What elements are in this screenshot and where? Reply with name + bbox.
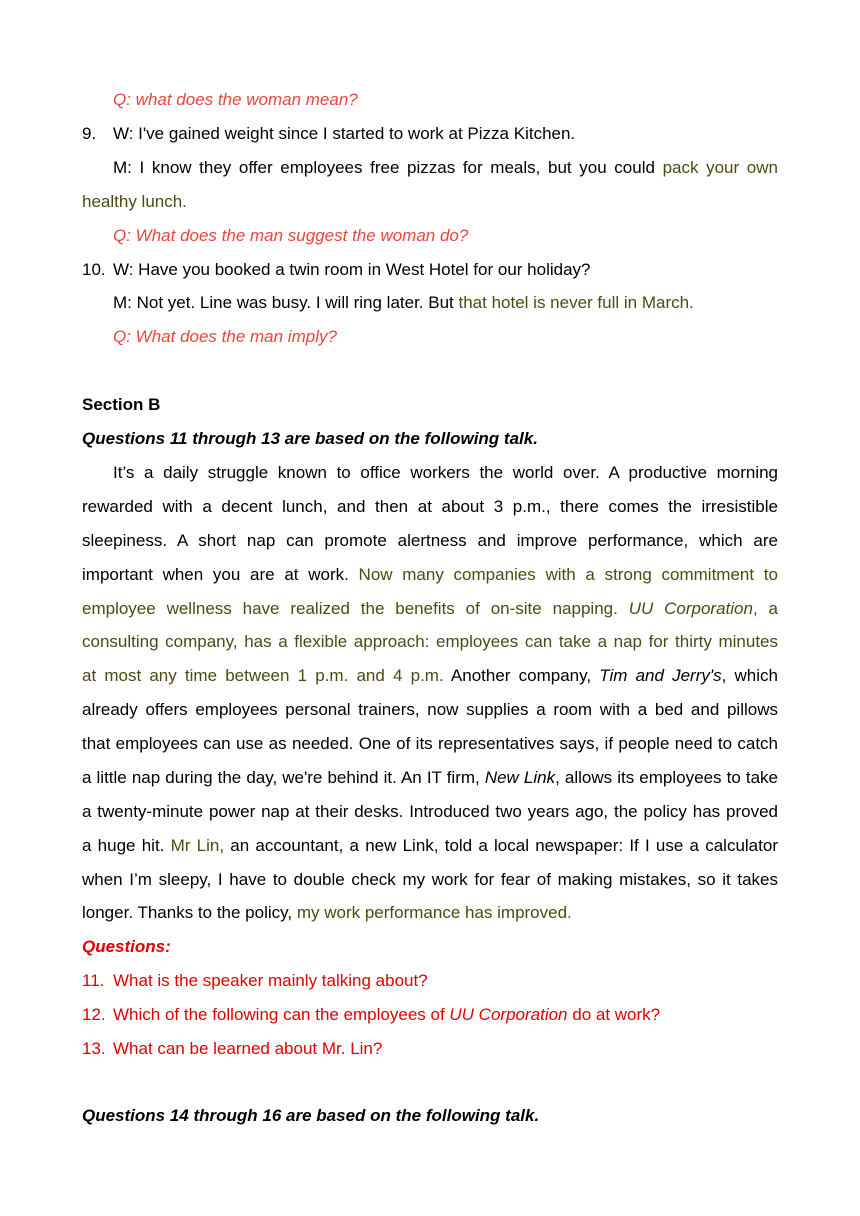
question-text: What is the speaker mainly talking about? xyxy=(113,971,428,990)
talk1-text: longer. Thanks to the policy, xyxy=(82,903,297,922)
talk1-line: It’s a daily struggle known to office workers the world over. A productive morning xyxy=(113,463,778,482)
talk1-text: Another company, xyxy=(443,666,600,685)
talk1-text: , which xyxy=(721,666,778,685)
item9-question: Q: What does the man suggest the woman do? xyxy=(113,226,469,245)
talk1-text: important when you are at work. xyxy=(82,565,359,584)
question-number: 12. xyxy=(82,1005,106,1024)
talk1-highlight: at most any time between 1 p.m. and 4 p.m. xyxy=(82,666,444,685)
talk1-line: that employees can use as needed. One of its representatives says, if people need to catch xyxy=(82,734,778,753)
talk1-text: an accountant, a new Link, told a local newspaper: If I use a calculator xyxy=(224,836,778,855)
talk1-line: already offers employees personal trainers, now supplies a room with a bed and pillows xyxy=(82,700,778,719)
talk1-line xyxy=(82,666,778,686)
talk1-highlight: employee wellness have realized the benefits of on-site napping. xyxy=(82,599,629,618)
question-number: 11. xyxy=(82,971,105,990)
question-13 xyxy=(82,1039,778,1059)
uu-corporation-name: UU Corporation xyxy=(628,599,753,618)
question-text: What can be learned about Mr. Lin? xyxy=(113,1039,383,1058)
item10-number: 10. xyxy=(82,260,106,279)
talk1-line xyxy=(82,768,778,788)
question-11 xyxy=(82,971,778,991)
talk1-text: a little nap during the day, we're behind it. An IT firm, xyxy=(82,768,485,787)
talk1-line xyxy=(82,903,778,923)
item9-woman: W: I've gained weight since I started to work at Pizza Kitchen. xyxy=(113,124,576,143)
item9-man-line xyxy=(82,158,778,178)
new-link-name: New Link xyxy=(484,768,556,787)
talk1-line xyxy=(82,599,778,619)
talk1-text: , allows its employees to take xyxy=(555,768,778,787)
talk1-highlight: Mr Lin, xyxy=(170,836,225,855)
talk1-heading: Questions 11 through 13 are based on the following talk. xyxy=(82,429,538,448)
question-number: 13. xyxy=(82,1039,106,1058)
talk1-line xyxy=(82,565,778,585)
uu-corporation-name: UU Corporation xyxy=(449,1005,568,1024)
question-text: Which of the following can the employees of xyxy=(113,1005,450,1024)
talk1-highlight: Now many companies with a strong commitment to xyxy=(358,565,778,584)
item10-man-line xyxy=(82,293,778,313)
questions-label: Questions: xyxy=(82,937,171,956)
item9-number: 9. xyxy=(82,124,97,143)
talk1-highlight: , a xyxy=(752,599,778,618)
item9-man-highlight-cont: healthy lunch. xyxy=(82,192,187,211)
talk1-line: when I’m sleepy, I have to double check my work for fear of making mistakes, so it takes xyxy=(82,870,778,889)
item10-question: Q: What does the man imply? xyxy=(113,327,337,346)
item10-woman: W: Have you booked a twin room in West Hotel for our holiday? xyxy=(113,260,591,279)
tim-and-jerrys-name: Tim and Jerry's xyxy=(599,666,722,685)
talk1-line: rewarded with a decent lunch, and then at about 3 p.m., there comes the irresistible xyxy=(82,497,778,516)
talk1-line: a twenty-minute power nap at their desks. Introduced two years ago, the policy has proved xyxy=(82,802,778,821)
item10-man-highlight: that hotel is never full in March. xyxy=(458,293,694,312)
item9-woman-line xyxy=(82,124,778,144)
section-b-heading: Section B xyxy=(82,395,161,414)
talk1-text: a huge hit. xyxy=(82,836,171,855)
talk1-line: sleepiness. A short nap can promote alertness and improve performance, which are xyxy=(82,531,778,550)
item9-man-highlight: pack your own xyxy=(662,158,778,177)
talk2-heading: Questions 14 through 16 are based on the following talk. xyxy=(82,1106,540,1125)
question-text: do at work? xyxy=(567,1005,661,1024)
question-12 xyxy=(82,1005,778,1025)
talk1-line xyxy=(82,836,778,856)
item10-man: M: Not yet. Line was busy. I will ring later. But xyxy=(113,293,459,312)
item9-man: M: I know they offer employees free pizzas for meals, but you could xyxy=(113,158,663,177)
item10-woman-line xyxy=(82,260,778,280)
talk1-line: consulting company, has a flexible approach: employees can take a nap for thirty minutes xyxy=(82,632,778,651)
q8-question: Q: what does the woman mean? xyxy=(113,90,358,109)
talk1-highlight: my work performance has improved. xyxy=(296,903,572,922)
